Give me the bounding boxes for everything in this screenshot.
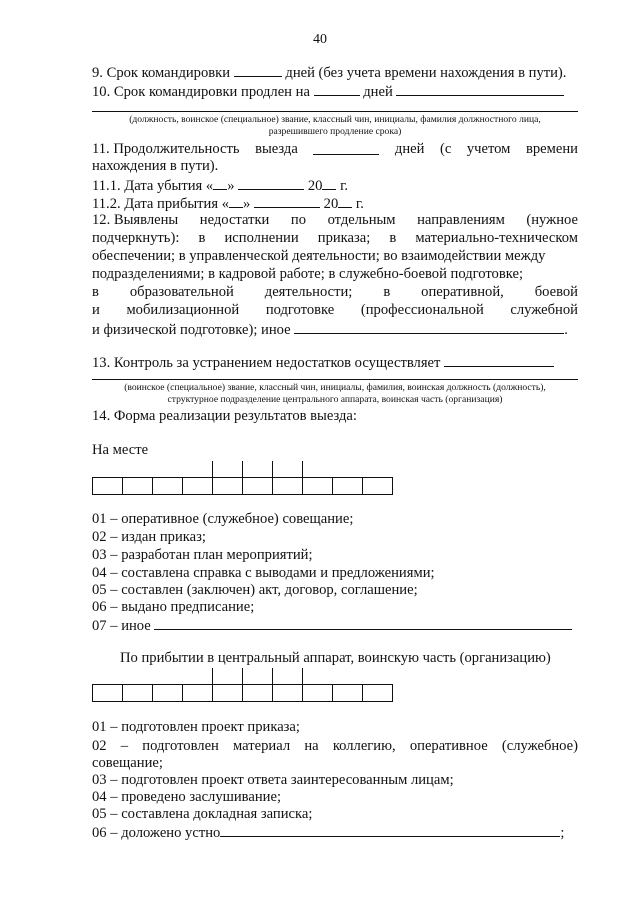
list-2-item-02-cont: совещание; — [92, 755, 163, 771]
word: приказа; — [317, 230, 371, 246]
word: оперативное — [409, 738, 488, 754]
word: мобилизационной — [126, 302, 240, 318]
item-12-line-4: подразделениями; в кадровой работе; в служебно-боевой подготовке; — [92, 266, 523, 282]
word: времени — [525, 141, 578, 157]
extension-note-line-1: (должность, воинское (специальное) звание, классный чин, инициалы, фамилия должностного лица, — [129, 114, 541, 125]
item-9-days-blank[interactable] — [234, 63, 282, 77]
list-1-item-03: 03 – разработан план мероприятий; — [92, 547, 313, 563]
item-11-1-departure-date — [92, 176, 578, 195]
item-14-heading: 14. Форма реализации результатов выезда: — [92, 408, 357, 424]
item-10-text-b: дней — [363, 84, 393, 100]
list-1-other-blank[interactable] — [154, 616, 572, 630]
item-10-extra-blank[interactable] — [396, 82, 564, 96]
word: образовательной — [129, 284, 234, 300]
item-12-line-2 — [92, 230, 578, 247]
page-number: 40 — [313, 32, 327, 47]
word: отдельным — [327, 212, 396, 228]
word: в — [92, 284, 99, 300]
word: (с — [439, 141, 452, 157]
word: служебной — [510, 302, 578, 318]
list-2-oral-blank[interactable] — [220, 823, 560, 837]
item-9-trip-duration — [92, 63, 578, 82]
control-note-line-2: структурное подразделение центрального аппарата, воинская часть (организация) — [167, 394, 503, 405]
departure-label: 11.1. Дата убытия « — [92, 178, 214, 194]
control-label: 13. Контроль за устранением недостатков осуществляет — [92, 355, 441, 371]
item-12-line-6 — [92, 302, 578, 319]
list-1-item-04: 04 – составлена справка с выводами и предложениями; — [92, 565, 435, 581]
controller-line[interactable] — [92, 379, 578, 380]
on-arrival-label: По прибытии в центральный аппарат, воинскую часть (организацию) — [120, 650, 551, 666]
word: на — [304, 738, 319, 754]
period: . — [564, 322, 568, 338]
other-label: 07 – иное — [92, 618, 151, 634]
item-9-text-b: дней (без учета времени нахождения в пути). — [285, 65, 567, 81]
on-arrival-code-grid[interactable] — [92, 668, 393, 702]
extension-signer-line[interactable] — [92, 111, 578, 112]
word: подготовлен — [142, 738, 219, 754]
item-10-text-a: 10. Срок командировки продлен на — [92, 84, 310, 100]
quote-close: » — [243, 196, 251, 212]
list-1-item-06: 06 – выдано предписание; — [92, 599, 255, 615]
control-note-line-1: (воинское (специальное) звание, классный чин, инициалы, фамилия, воинская должность (должность), — [124, 382, 546, 393]
on-site-label: На месте — [92, 442, 149, 458]
word: (профессиональной — [360, 302, 484, 318]
word: дней — [394, 141, 425, 157]
extension-note-line-2: разрешившего продление срока) — [268, 126, 402, 137]
item-11-line-1 — [92, 141, 578, 158]
word: – — [120, 738, 129, 754]
item-12-other-blank[interactable] — [294, 320, 564, 334]
word: направлениям — [417, 212, 505, 228]
list-1-item-01: 01 – оперативное (служебное) совещание; — [92, 511, 354, 527]
list-2-item-02 — [92, 738, 578, 755]
departure-month-blank[interactable] — [238, 176, 304, 190]
word: в — [198, 230, 206, 246]
word: подчеркнуть): — [92, 230, 180, 246]
word: в — [389, 230, 397, 246]
word: выезда — [255, 141, 298, 157]
word: 02 — [92, 738, 107, 754]
list-2-item-03: 03 – подготовлен проект ответа заинтересованным лицам; — [92, 772, 454, 788]
word: недостатки — [199, 212, 270, 228]
word: учетом — [466, 141, 511, 157]
year-suffix: г. — [340, 178, 349, 194]
list-2-item-05: 05 – составлена докладная записка; — [92, 806, 313, 822]
item-13-controller-blank[interactable] — [444, 353, 554, 367]
item-12-line-7 — [92, 320, 578, 339]
item-10-days-blank[interactable] — [314, 82, 360, 96]
year-suffix: г. — [355, 196, 364, 212]
word: деятельности; — [264, 284, 353, 300]
oral-report-label: 06 – доложено устно — [92, 825, 221, 841]
word: подготовке — [265, 302, 335, 318]
word: в — [383, 284, 391, 300]
list-1-item-07 — [92, 616, 578, 635]
departure-day-blank[interactable] — [213, 176, 227, 190]
item-12-line-1 — [92, 212, 578, 229]
arrival-day-blank[interactable] — [229, 194, 243, 208]
list-1-item-05: 05 – составлен (заключен) акт, договор, соглашение; — [92, 582, 418, 598]
semicolon: ; — [560, 825, 565, 841]
item-11-days-blank[interactable] — [313, 141, 379, 155]
arrival-month-blank[interactable] — [254, 194, 320, 208]
word: (служебное) — [501, 738, 578, 754]
item-12-line-5 — [92, 284, 578, 301]
word: оперативной, — [421, 284, 504, 300]
list-2-item-04: 04 – проведено заслушивание; — [92, 789, 282, 805]
word: материально-техническом — [415, 230, 578, 246]
word: коллегию, — [332, 738, 396, 754]
list-2-item-01: 01 – подготовлен проект приказа; — [92, 719, 300, 735]
item-12-line-3: обеспечении; в управленческой деятельности; во взаимодействии между — [92, 248, 546, 264]
item-13-control — [92, 353, 578, 372]
word: материал — [233, 738, 291, 754]
list-1-item-02: 02 – издан приказ; — [92, 529, 206, 545]
item-10-extension — [92, 82, 578, 101]
arrival-label: 11.2. Дата прибытия « — [92, 196, 230, 212]
item-9-text-a: 9. Срок командировки — [92, 65, 231, 81]
word: 11. Продолжительность — [92, 141, 240, 157]
word: (нужное — [526, 212, 578, 228]
year-prefix: 20 — [307, 178, 323, 194]
list-2-item-06 — [92, 823, 578, 842]
word: боевой — [534, 284, 578, 300]
word: исполнении — [224, 230, 299, 246]
quote-close: » — [227, 178, 235, 194]
word: по — [290, 212, 307, 228]
arrival-year-blank[interactable] — [338, 194, 352, 208]
item-11-line-2: нахождения в пути). — [92, 158, 219, 174]
item-11-2-arrival-date — [92, 194, 578, 213]
other-label: и физической подготовке); иное — [92, 322, 291, 338]
word: и — [92, 302, 100, 318]
word: 12. Выявлены — [92, 212, 179, 228]
departure-year-blank[interactable] — [322, 176, 336, 190]
on-site-code-grid[interactable] — [92, 461, 393, 495]
year-prefix: 20 — [323, 196, 339, 212]
